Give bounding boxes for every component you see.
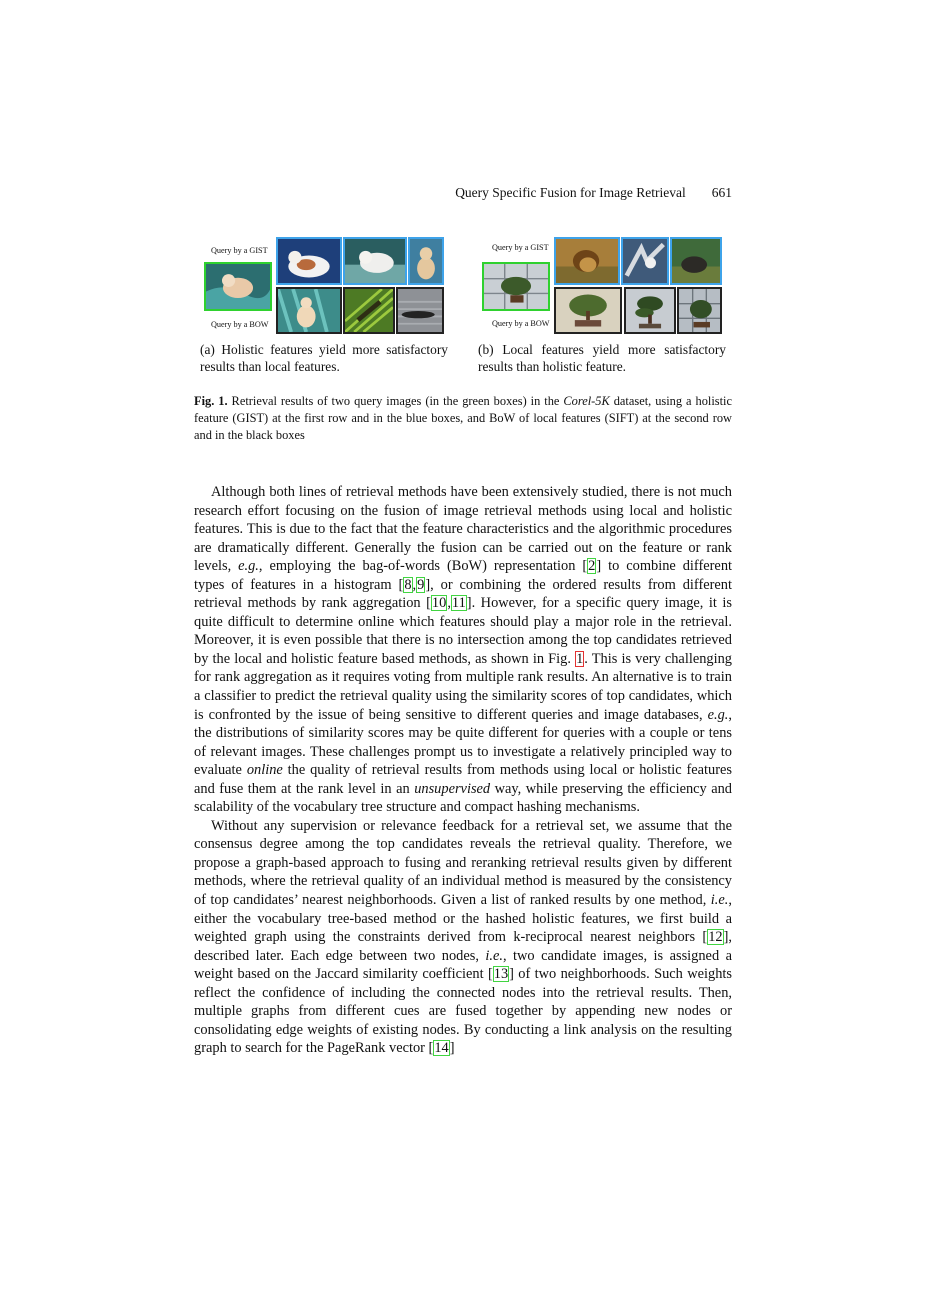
subcaption-a: (a) Holistic features yield more satisfactory results than local features.: [200, 342, 448, 374]
gist-result-a-1: [276, 237, 342, 285]
query-image-cat: [204, 262, 272, 311]
p1-text: ] to combine different types of features in a histogram [: [194, 558, 733, 593]
query-bow-label-b: Query by a BOW: [492, 319, 550, 328]
p1-text: ]. However, for a specific query image, it is quite difficult to determine online which features should play a major role in the retrieval. Moreover, it is even possible that there is no intersection among the top candidates retrieved by the local and holistic feature based methods, as shown in Fig.: [194, 595, 733, 667]
citation-link-14[interactable]: 14: [434, 1040, 449, 1057]
p2-text: ] of two neighborhoods. Such weights reflect the confidence of including the connected nodes into the retrieval results. Then, multiple graphs from different cues are fused together by appending new nodes or consolidating edge weights of existing nodes. By conducting a link analysis on the resulting graph to search for the PageRank vector [: [194, 966, 732, 1057]
p1-unsupervised: unsupervised: [414, 780, 491, 797]
query-gist-label-b: Query by a GIST: [492, 243, 549, 252]
p1-text: . This is very challenging for rank aggregation as it requires voting from multiple rank results. An alternative is to train a classifier to predict the retrieval quality using the similarity scores of top candidates, which is confronted by the issue of being sensitive to different queries and image databases,: [194, 650, 732, 723]
paragraph-1: [194, 483, 732, 817]
figure-caption-dataset: Corel-5K: [563, 394, 610, 408]
figure-link-1[interactable]: 1: [576, 650, 584, 667]
gist-result-a-2: [343, 237, 407, 285]
p2-text: Without any supervision or relevance feedback for a retrieval set, we assume that the consensus degree among the top candidates reveals the retrieval quality. Therefore, we propose a graph-based approach to fusing and reranking retrieval results given by different methods, where the retrieval quality of an individual method is measured by the consistency of top candidates’ nearest neighborhoods. Given a list of ranked results by one method,: [194, 817, 732, 909]
gist-result-b-2: [621, 237, 669, 285]
page-number: 661: [711, 185, 732, 200]
p1-text: , employing the bag-of-words (BoW) representation [: [258, 558, 588, 575]
bow-result-a-2: [343, 287, 395, 334]
gist-result-a-3: [408, 237, 444, 285]
subcaption-b: (b) Local features yield more satisfactory results than holistic feature.: [478, 342, 726, 374]
p1-eg-1: e.g.: [238, 558, 259, 575]
figure-caption-text-2: dataset, using a holistic feature (GIST) at the first row and in the blue boxes, and BoW of local features (SIFT) at the second row and in the black boxes: [194, 394, 732, 442]
citation-link-13[interactable]: 13: [493, 966, 509, 983]
citation-link-10[interactable]: 10: [431, 595, 447, 612]
p1-text: the quality of retrieval results from methods using local or holistic features and fuse them at the rank level in an: [194, 762, 732, 797]
p1-text: ,: [412, 576, 417, 593]
gist-result-b-3: [670, 237, 722, 285]
p2-ie-1: i.e.: [710, 892, 729, 909]
p2-text: , two candidate images, is assigned a weight based on the Jaccard similarity coefficient [: [194, 947, 732, 983]
p1-text: Although both lines of retrieval methods have been extensively studied, there is not much research effort focusing on the fusion of image retrieval methods using local and holistic features. This is due to the fact that the feature characteristics and the algorithmic procedures are dramatically different. Generally the fusion can be carried out on the feature or rank levels,: [194, 484, 732, 575]
gist-result-b-1: [554, 237, 620, 285]
citation-link-8[interactable]: 8: [404, 576, 412, 593]
p1-text: ,: [447, 595, 451, 612]
p1-online: online: [246, 762, 283, 779]
bow-result-b-1: [554, 287, 622, 334]
bow-result-b-3: [677, 287, 722, 334]
p2-text: ]: [449, 1040, 455, 1057]
citation-link-11[interactable]: 11: [451, 595, 466, 612]
citation-link-12[interactable]: 12: [708, 929, 723, 946]
query-bow-label-a: Query by a BOW: [211, 320, 269, 329]
p2-text: ], described later. Each edge between two nodes,: [194, 929, 732, 964]
bow-result-a-1: [276, 287, 342, 334]
p1-text: , the distributions of similarity scores may be quite different for queries with a couple or tens of relevant images. These challenges prompt us to investigate a relatively principled way to evaluate: [194, 706, 732, 779]
p1-text: way, while preserving the efficiency and scalability of the vocabulary tree structure and compact hashing mechanisms.: [194, 780, 733, 816]
citation-link-2[interactable]: 2: [588, 558, 596, 575]
paragraph-2: [194, 817, 732, 1058]
p1-text: ], or combining the ordered results from different retrieval methods by rank aggregation [: [194, 576, 732, 612]
p2-ie-2: i.e.: [485, 947, 503, 964]
body-text: [194, 483, 732, 1058]
p2-text: , either the vocabulary tree-based method or the hashed holistic features, we first build a weighted graph using the constraints derived from k-reciprocal nearest neighbors [: [194, 892, 732, 946]
p1-eg-2: e.g.: [707, 706, 729, 723]
figure-caption-text-1: Retrieval results of two query images (in the green boxes) in the: [227, 394, 564, 408]
citation-link-9[interactable]: 9: [417, 576, 425, 593]
running-title: Query Specific Fusion for Image Retrieval: [455, 185, 686, 200]
figure-caption-label: Fig. 1.: [194, 394, 228, 408]
query-gist-label-a: Query by a GIST: [211, 246, 268, 255]
bow-result-a-3: [396, 287, 444, 334]
query-image-bonsai: [482, 262, 550, 311]
figure-caption: [194, 393, 732, 444]
running-head: [194, 185, 732, 201]
bow-result-b-2: [624, 287, 676, 334]
